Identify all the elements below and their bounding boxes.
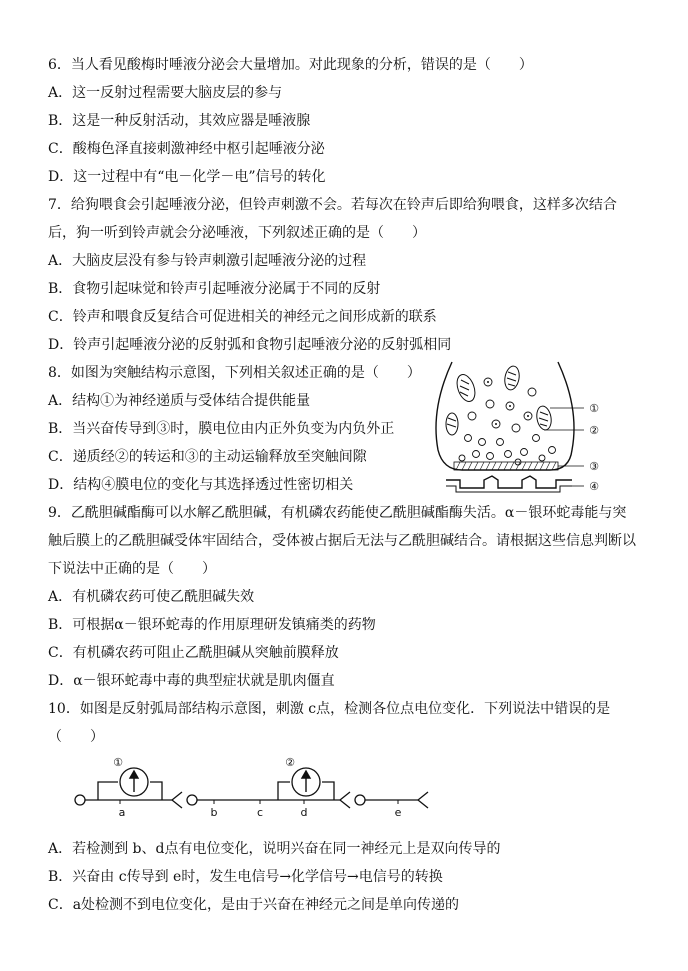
q7-stem-line1: 7．给狗喂食会引起唾液分泌，但铃声刺激不会。若每次在铃声后即给狗喂食，这样多次结合 bbox=[48, 197, 617, 213]
point-e-label: e bbox=[394, 806, 402, 819]
q6-option-c: C．酸梅色泽直接刺激神经中枢引起唾液分泌 bbox=[48, 141, 325, 157]
synaptic-vesicles bbox=[459, 378, 556, 465]
q8-option-c: C．递质经②的转运和③的主动运输释放至突触间隙 bbox=[48, 449, 367, 465]
point-a-label: a bbox=[118, 806, 126, 819]
q10-option-b: B．兴奋由 c传导到 e时，发生电信号→化学信号→电信号的转换 bbox=[48, 869, 443, 885]
q10-option-c: C．a处检测不到电位变化，是由于兴奋在神经元之间是单向传递的 bbox=[48, 897, 460, 913]
meter2-label: ② bbox=[285, 756, 295, 769]
point-d-label: d bbox=[300, 806, 308, 819]
q6-option-a: A．这一反射过程需要大脑皮层的参与 bbox=[48, 85, 283, 101]
q9-stem-line1: 9．乙酰胆碱酯酶可以水解乙酰胆碱，有机磷农药能使乙酰胆碱酯酶失活。α－银环蛇毒能与突 bbox=[48, 505, 627, 521]
q8-option-b: B．当兴奋传导到③时，膜电位由内正外负变为内负外正 bbox=[48, 421, 395, 437]
q6-option-d: D．这一过程中有“电－化学－电”信号的转化 bbox=[48, 169, 326, 185]
q8-option-d: D．结构④膜电位的变化与其选择透过性密切相关 bbox=[48, 477, 354, 493]
q7-option-c: C．铃声和喂食反复结合可促进相关的神经元之间形成新的联系 bbox=[48, 309, 437, 325]
q7-option-b: B．食物引起味觉和铃声引起唾液分泌属于不同的反射 bbox=[48, 281, 381, 297]
neuron3-cell-body bbox=[355, 795, 365, 805]
q7-stem-line2: 后，狗一听到铃声就会分泌唾液，下列叙述正确的是（ ） bbox=[48, 225, 426, 241]
point-c-label: c bbox=[256, 806, 264, 819]
q10-stem-line2: （ ） bbox=[48, 729, 104, 745]
label-1: ① bbox=[589, 402, 599, 415]
q9-stem-line2: 触后膜上的乙酰胆碱受体牢固结合，受体被占据后无法与乙酰胆碱结合。请根据这些信息判断以 bbox=[48, 533, 636, 549]
q7-option-d: D．铃声引起唾液分泌的反射弧和食物引起唾液分泌的反射弧相同 bbox=[48, 337, 452, 353]
q9-option-a: A．有机磷农药可使乙酰胆碱失效 bbox=[48, 589, 255, 605]
q8-option-a: A．结构①为神经递质与受体结合提供能量 bbox=[48, 393, 311, 409]
label-4: ④ bbox=[589, 480, 599, 493]
q9-stem-line3: 下说法中正确的是（ ） bbox=[48, 561, 216, 577]
q6-stem: 6．当人看见酸梅时唾液分泌会大量增加。对此现象的分析，错误的是（ ） bbox=[48, 57, 533, 73]
postsynaptic-membrane bbox=[446, 476, 572, 488]
label-2: ② bbox=[589, 424, 599, 437]
q10-option-a: A．若检测到 b、d点有电位变化，说明兴奋在同一神经元上是双向传导的 bbox=[48, 841, 501, 857]
synapse-diagram bbox=[432, 358, 604, 496]
q7-option-a: A．大脑皮层没有参与铃声刺激引起唾液分泌的过程 bbox=[48, 253, 367, 269]
q6-option-b: B．这是一种反射活动，其效应器是唾液腺 bbox=[48, 113, 311, 129]
q9-option-b: B．可根据α－银环蛇毒的作用原理研发镇痛类的药物 bbox=[48, 617, 376, 633]
q9-option-d: D．α－银环蛇毒中毒的典型症状就是肌肉僵直 bbox=[48, 673, 335, 689]
label-3: ③ bbox=[589, 460, 599, 473]
reflex-arc-diagram bbox=[68, 752, 438, 824]
neuron2-cell-body bbox=[187, 795, 197, 805]
q8-stem: 8．如图为突触结构示意图，下列相关叙述正确的是（ ） bbox=[48, 365, 421, 381]
meter1-label: ① bbox=[113, 756, 123, 769]
neuron1-cell-body bbox=[75, 795, 85, 805]
point-b-label: b bbox=[210, 806, 218, 819]
q10-stem-line1: 10．如图是反射弧局部结构示意图，刺激 c点，检测各位点电位变化．下列说法中错误的是 bbox=[48, 701, 611, 717]
q9-option-c: C．有机磷农药可阻止乙酰胆碱从突触前膜释放 bbox=[48, 645, 339, 661]
